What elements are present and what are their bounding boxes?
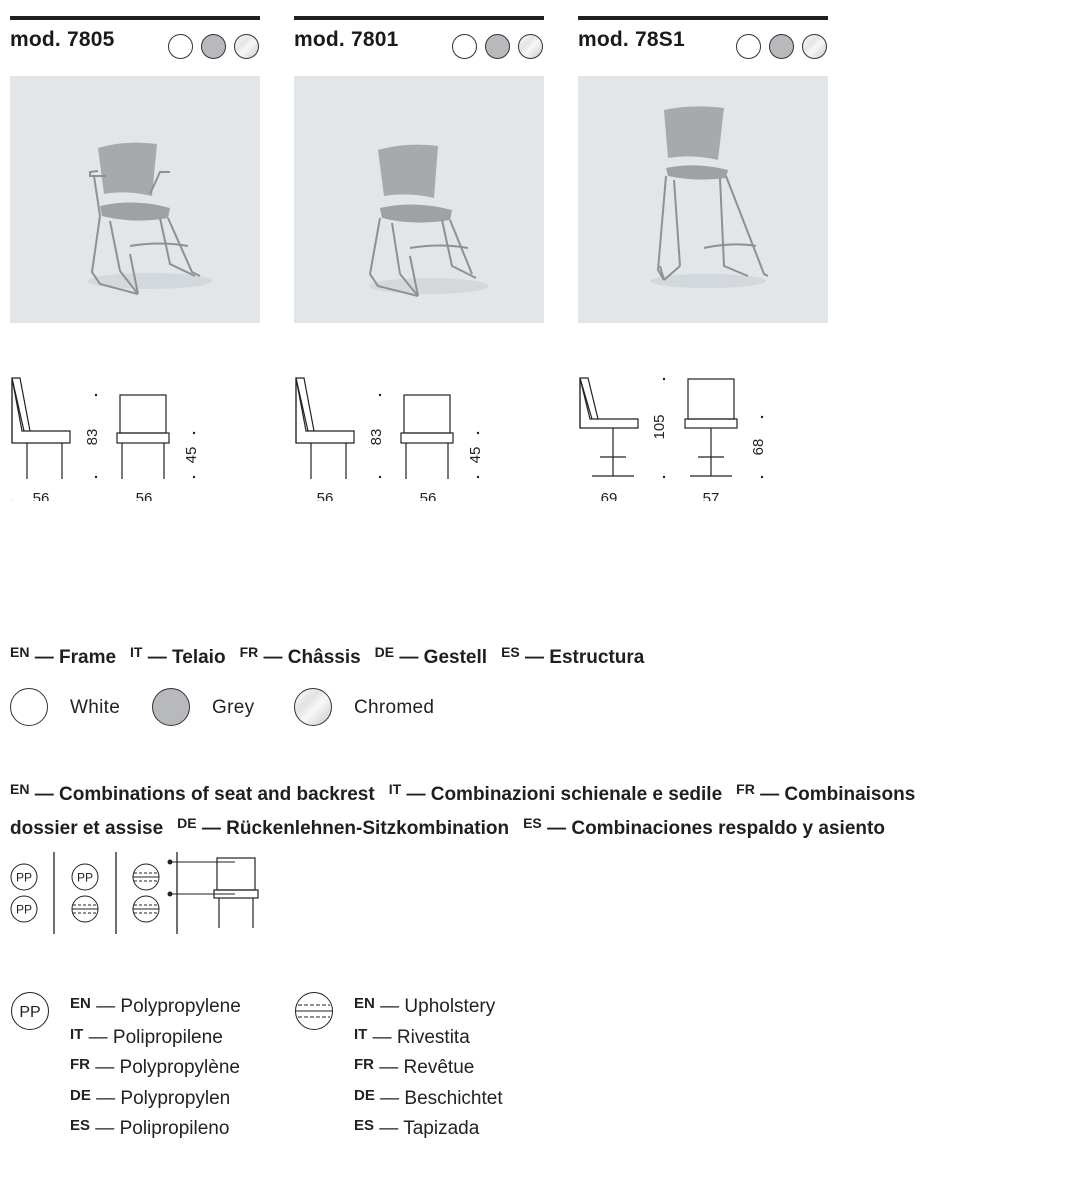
legend-line: $^{IT}$ — Rivestita [354, 1025, 470, 1048]
width-dimension: 57 [702, 490, 720, 501]
pp-icon: PP [76, 870, 94, 885]
model-name: mod. 7801 [294, 28, 399, 51]
grey-swatch [769, 34, 794, 59]
legend-line: $^{DE}$ — Beschichtet [354, 1086, 503, 1109]
legend-line: $^{FR}$ — Revêtue [354, 1056, 475, 1078]
legend-line: $^{EN}$ — Polypropylene [70, 995, 241, 1017]
chair-diagram-icon [168, 858, 259, 928]
depth-dimension: 56 [32, 490, 50, 501]
grey-swatch [485, 34, 510, 59]
upholstery-icon [72, 896, 98, 922]
width-dimension: 56 [135, 490, 153, 501]
combination-diagram [10, 848, 270, 940]
combinations-heading: $^{EN}$ — Combinations of seat and backrest $^{IT}$ — Combinazioni schienale e sedile $^{FR}$ — Combinaisons dossier et assise $^{DE}$ — Rückenlehnen-Sitzkombination $^{ES}$ — Combinaciones respaldo y asiento [10, 781, 916, 839]
frame-finishes: White Grey Chromed [10, 688, 510, 728]
chrome-swatch [234, 34, 259, 59]
chrome-swatch [518, 34, 543, 59]
frame-heading: $^{EN}$ — Frame $^{IT}$ — Telaio $^{FR}$ — Châssis $^{DE}$ — Gestell $^{ES}$ — Estructura [10, 644, 645, 668]
column-rule [294, 16, 544, 20]
depth-dimension: 56 [316, 490, 334, 501]
column-rule [10, 16, 260, 20]
chrome-swatch [802, 34, 827, 59]
upholstery-icon [294, 992, 334, 1032]
height-dimension: 83 [84, 428, 101, 446]
stool-photo-icon [578, 76, 828, 323]
upholstery-icon [133, 864, 159, 890]
chrome-swatch [294, 688, 332, 726]
product-photo [10, 76, 260, 323]
chair-photo-icon [294, 76, 544, 323]
white-swatch [452, 34, 477, 59]
grey-swatch [201, 34, 226, 59]
upholstery-icon [133, 896, 159, 922]
legend-line: $^{FR}$ — Polypropylène [70, 1056, 240, 1078]
legend-line: $^{EN}$ — Upholstery [354, 995, 496, 1017]
dimension-drawing [10, 351, 260, 501]
seat-height-dimension: 68 [750, 438, 767, 456]
legend-line: $^{IT}$ — Polipropilene [70, 1025, 223, 1048]
column-rule [578, 16, 828, 20]
legend-line: $^{ES}$ — Tapizada [354, 1117, 480, 1139]
legend-line: $^{ES}$ — Polipropileno [70, 1117, 230, 1139]
pp-icon: PP [15, 902, 33, 917]
grey-swatch [152, 688, 190, 726]
dimension-drawing [294, 351, 544, 501]
dimension-drawing [578, 351, 828, 501]
white-swatch [10, 688, 48, 726]
height-dimension: 83 [368, 428, 385, 446]
svg-text:PP: PP [19, 1004, 41, 1021]
width-dimension: 56 [419, 490, 437, 501]
legend-line: $^{DE}$ — Polypropylen [70, 1086, 231, 1109]
white-swatch [168, 34, 193, 59]
product-photo [578, 76, 828, 323]
white-swatch [736, 34, 761, 59]
pp-icon [10, 992, 50, 1032]
height-dimension: 105 [651, 414, 668, 440]
armchair-photo-icon [10, 76, 260, 323]
model-name: mod. 7805 [10, 28, 115, 51]
seat-height-dimension: 45 [467, 446, 484, 464]
product-photo [294, 76, 544, 323]
depth-dimension: 69 [600, 490, 618, 501]
pp-icon: PP [15, 870, 33, 885]
model-name: mod. 78S1 [578, 28, 685, 51]
seat-height-dimension: 45 [183, 446, 200, 464]
